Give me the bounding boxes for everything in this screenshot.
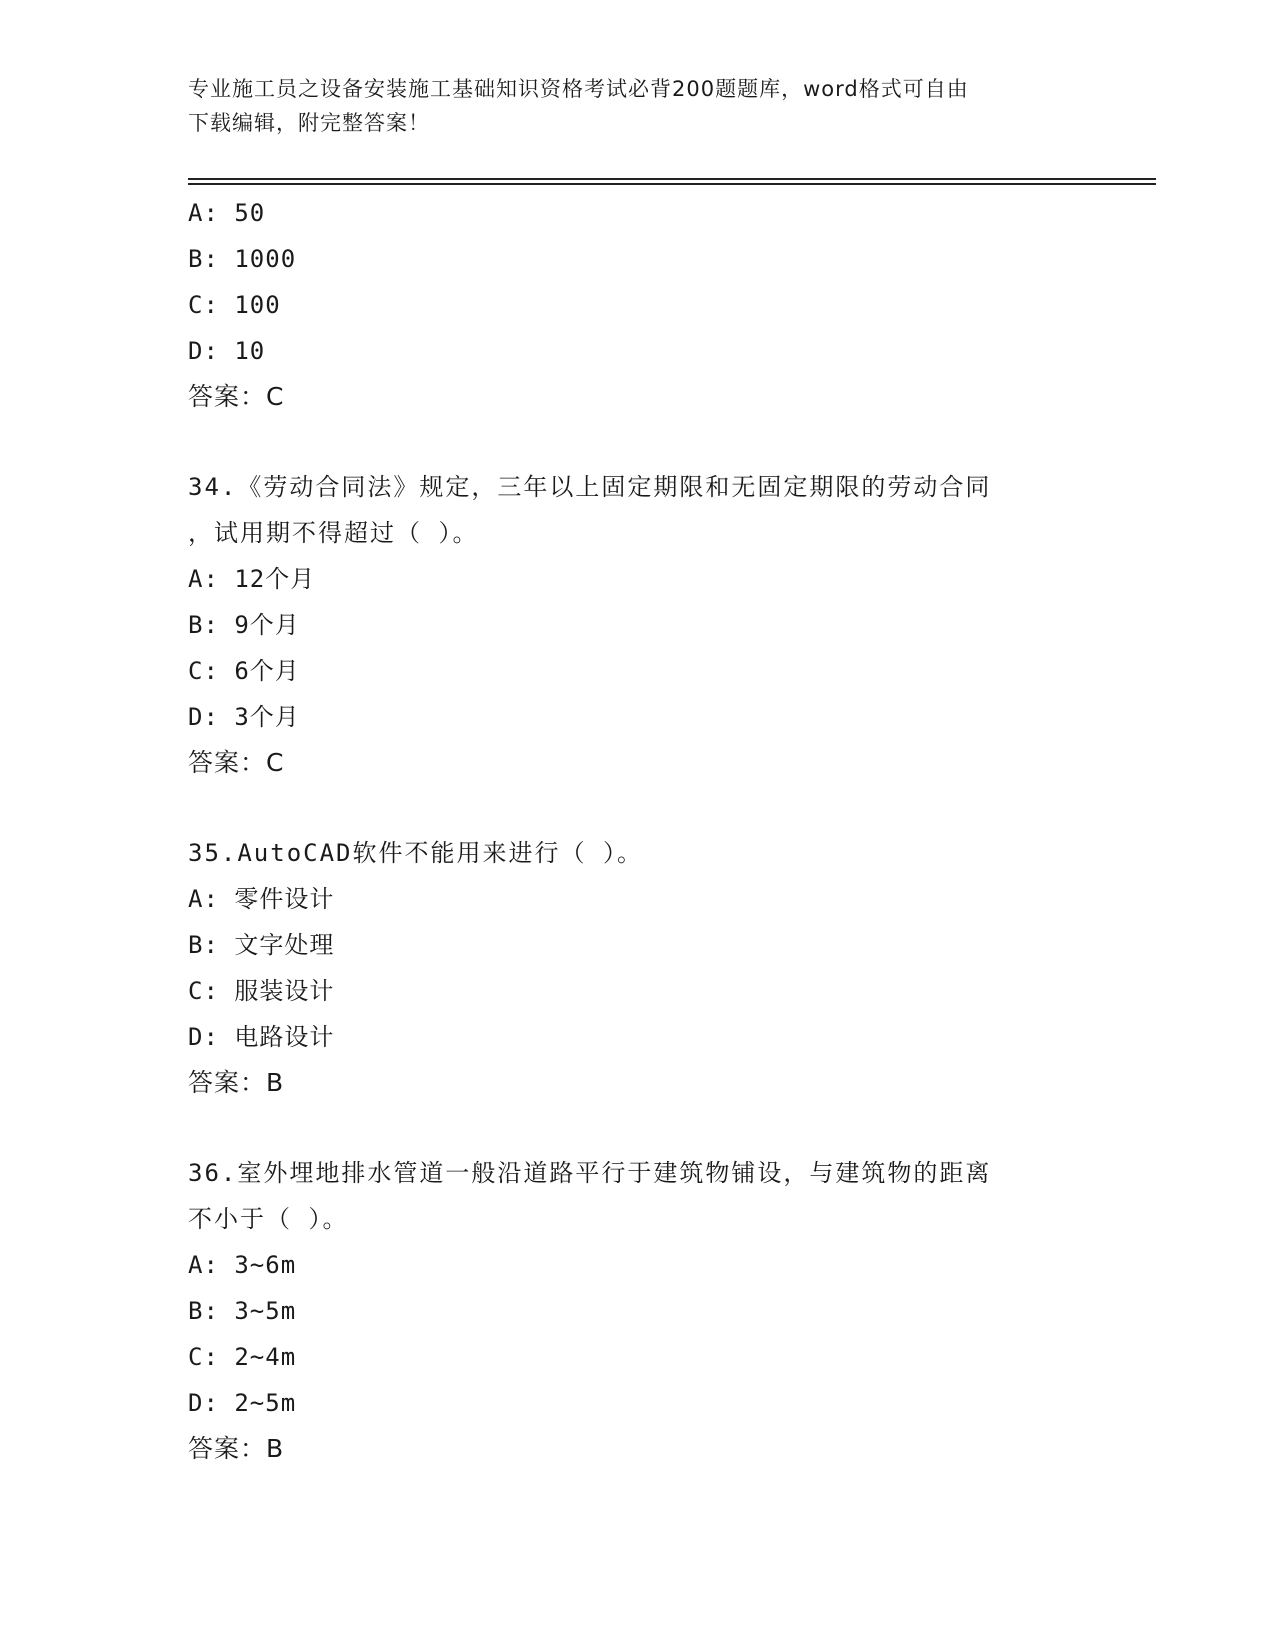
document-header: [188, 72, 1068, 140]
question-35: [188, 830, 1088, 1106]
answer: 答案：B: [188, 1068, 285, 1097]
option-b: B: 文字处理: [188, 931, 335, 959]
option-d: D: 10: [188, 337, 266, 365]
header-line-1: 专业施工员之设备安装施工基础知识资格考试必背200题题库，word格式可自由: [188, 77, 969, 101]
question-text-line-2: 不小于（ ）。: [188, 1205, 349, 1233]
option-a: A: 零件设计: [188, 885, 335, 913]
answer: 答案：C: [188, 748, 285, 777]
question-list: [188, 190, 1088, 1472]
option-c: C: 服装设计: [188, 977, 335, 1005]
option-c: C: 6个月: [188, 657, 300, 685]
question-text-line-1: 34.《劳动合同法》规定，三年以上固定期限和无固定期限的劳动合同: [188, 473, 992, 501]
option-d: D: 电路设计: [188, 1023, 335, 1051]
question-text-line-1: 36.室外埋地排水管道一般沿道路平行于建筑物铺设，与建筑物的距离: [188, 1159, 992, 1187]
header-line-2: 下载编辑，附完整答案！: [188, 111, 430, 135]
option-a: A: 3~6m: [188, 1251, 297, 1279]
option-a: A: 50: [188, 199, 266, 227]
option-a: A: 12个月: [188, 565, 316, 593]
header-divider-bottom: [188, 183, 1156, 185]
option-b: B: 3~5m: [188, 1297, 297, 1325]
option-b: B: 1000: [188, 245, 297, 273]
option-d: D: 3个月: [188, 703, 300, 731]
question-text-line-1: 35.AutoCAD软件不能用来进行（ ）。: [188, 839, 643, 867]
option-b: B: 9个月: [188, 611, 300, 639]
answer: 答案：B: [188, 1434, 285, 1463]
question-34: [188, 464, 1088, 786]
answer: 答案：C: [188, 382, 285, 411]
header-divider-top: [188, 178, 1156, 180]
option-c: C: 2~4m: [188, 1343, 297, 1371]
question-36: [188, 1150, 1088, 1472]
question-33: [188, 190, 1088, 420]
question-text-line-2: ，试用期不得超过（ ）。: [188, 519, 479, 547]
option-d: D: 2~5m: [188, 1389, 297, 1417]
option-c: C: 100: [188, 291, 281, 319]
